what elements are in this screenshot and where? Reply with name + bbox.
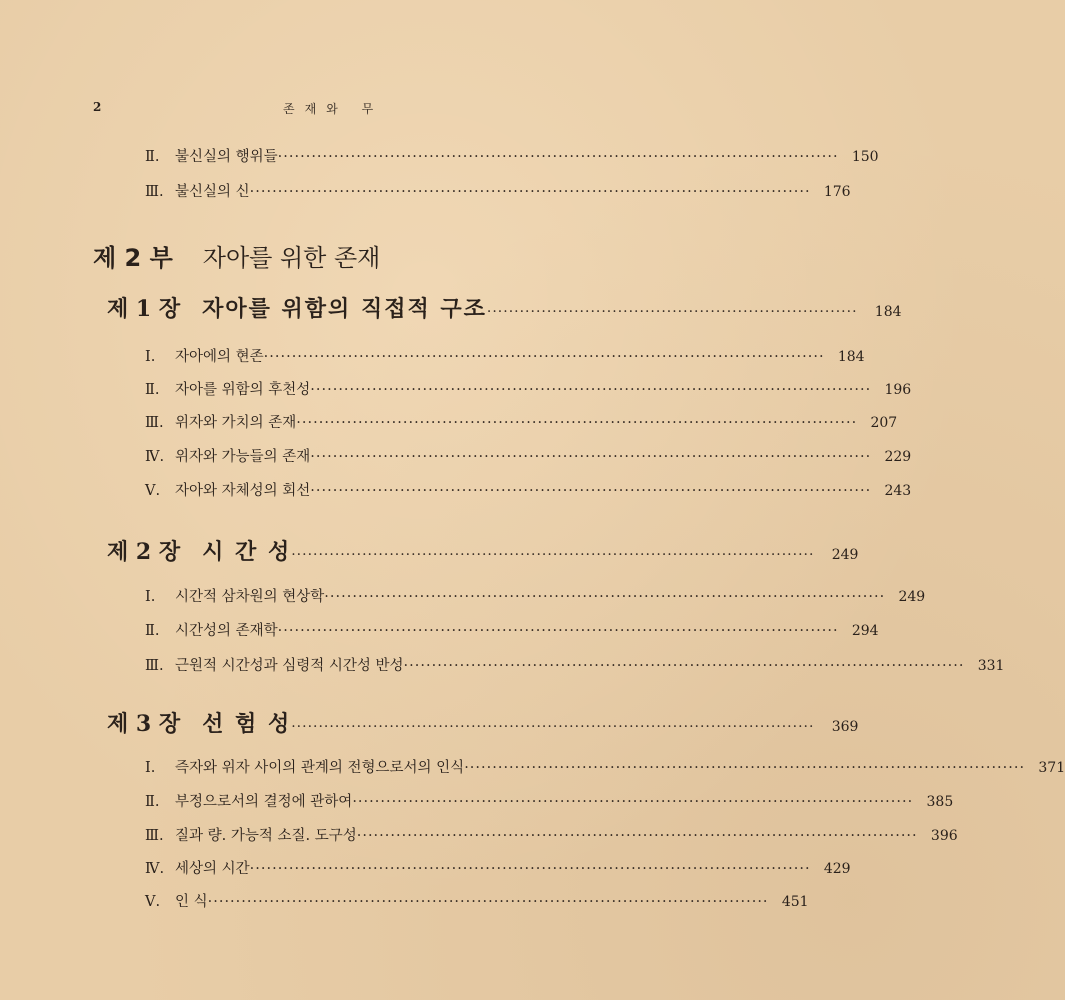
running-title: 존재와 무: [283, 102, 384, 116]
entry-number: Ⅱ.: [145, 382, 160, 398]
toc-entry: [145, 654, 1005, 675]
toc-entry: [145, 345, 865, 366]
toc-entry: [145, 145, 879, 166]
entry-number: Ⅲ.: [145, 658, 164, 674]
entry-page: 184: [837, 349, 865, 365]
entry-label: 불신실의 행위들: [175, 149, 278, 165]
entry-label: 세상의 시간: [175, 861, 250, 877]
entry-number: Ⅳ.: [145, 449, 165, 465]
toc-entry: [145, 479, 912, 500]
entry-label: 위자와 가능들의 존재: [175, 449, 311, 465]
dot-leader: ····································································································: [310, 382, 872, 398]
chapter-heading: [107, 707, 859, 738]
entry-number: Ⅰ.: [145, 589, 156, 605]
entry-label: 시간성의 존재학: [175, 623, 278, 639]
chapter-title: 자아를 위함의 직접적 구조: [202, 296, 487, 322]
entry-page: 207: [870, 415, 898, 431]
entry-page: 396: [930, 828, 958, 844]
entry-page: 331: [977, 658, 1005, 674]
entry-number: Ⅳ.: [145, 861, 165, 877]
entry-number: Ⅲ.: [145, 415, 164, 431]
dot-leader: ····································································································: [352, 794, 914, 810]
entry-page: 243: [884, 483, 912, 499]
dot-leader: ····································································································: [296, 415, 858, 431]
entry-page: 196: [884, 382, 912, 398]
entry-label: 즉자와 위자 사이의 관계의 전형으로서의 인식: [175, 760, 465, 776]
dot-leader: ································································································: [291, 719, 815, 735]
entry-number: Ⅰ.: [145, 760, 156, 776]
chapter-title: 시 간 성: [202, 539, 292, 565]
entry-label: 근원적 시간성과 심령적 시간성 반성: [175, 658, 404, 674]
entry-label: 불신실의 신: [175, 184, 250, 200]
toc-entry: [145, 824, 958, 845]
chapter-page: 369: [831, 719, 859, 735]
entry-label: 자아와 자체성의 회선: [175, 483, 311, 499]
toc-entry: [145, 857, 851, 878]
entry-label: 인 식: [175, 894, 208, 910]
chapter-title: 선 험 성: [202, 711, 292, 737]
dot-leader: ································································································: [291, 547, 815, 563]
entry-label: 부정으로서의 결정에 관하여: [175, 794, 353, 810]
dot-leader: ····································································································: [249, 184, 811, 200]
toc-entry: [145, 180, 851, 201]
dot-leader: ····································································: [486, 304, 858, 320]
dot-leader: ····································································································: [403, 658, 965, 674]
toc-entry: [145, 890, 809, 911]
toc-entry: [145, 445, 912, 466]
chapter-heading: [107, 292, 902, 323]
entry-label: 시간적 삼차원의 현상학: [175, 589, 325, 605]
chapter-number: 제 3 장: [107, 711, 181, 737]
entry-page: 294: [851, 623, 879, 639]
dot-leader: ····································································································: [356, 828, 918, 844]
chapter-page: 184: [874, 304, 902, 320]
entry-number: Ⅲ.: [145, 184, 164, 200]
entry-page: 371: [1038, 760, 1065, 776]
dot-leader: ····································································································: [464, 760, 1026, 776]
chapter-number: 제 2 장: [107, 539, 181, 565]
toc-entry: [145, 378, 912, 399]
toc-entry: [145, 756, 1065, 777]
part-title: 자아를 위한 존재: [202, 244, 381, 272]
entry-page: 385: [926, 794, 954, 810]
entry-number: Ⅰ.: [145, 349, 156, 365]
entry-number: Ⅱ.: [145, 794, 160, 810]
dot-leader: ····································································································: [310, 449, 872, 465]
toc-entry: [145, 790, 954, 811]
toc-entry: [145, 585, 926, 606]
entry-number: Ⅴ.: [145, 894, 161, 910]
dot-leader: ····································································································: [207, 894, 769, 910]
part-heading: [93, 238, 380, 273]
chapter-number: 제 1 장: [107, 296, 181, 322]
page-number: 2: [93, 100, 102, 114]
entry-label: 질과 량. 가능적 소질. 도구성: [175, 828, 357, 844]
entry-label: 위자와 가치의 존재: [175, 415, 297, 431]
entry-label: 자아를 위함의 후천성: [175, 382, 311, 398]
chapter-heading: [107, 535, 859, 566]
dot-leader: ····································································································: [263, 349, 825, 365]
dot-leader: ····································································································: [277, 149, 839, 165]
entry-number: Ⅱ.: [145, 623, 160, 639]
toc-entry: [145, 619, 879, 640]
entry-number: Ⅱ.: [145, 149, 160, 165]
entry-page: 451: [781, 894, 809, 910]
entry-number: Ⅴ.: [145, 483, 161, 499]
chapter-page: 249: [831, 547, 859, 563]
entry-number: Ⅲ.: [145, 828, 164, 844]
part-number: 제 2 부: [93, 244, 173, 272]
dot-leader: ····································································································: [249, 861, 811, 877]
toc-entry: [145, 411, 898, 432]
dot-leader: ····································································································: [277, 623, 839, 639]
page-header: [93, 100, 563, 120]
entry-label: 자아에의 현존: [175, 349, 264, 365]
dot-leader: ····································································································: [324, 589, 886, 605]
entry-page: 176: [823, 184, 851, 200]
entry-page: 429: [823, 861, 851, 877]
entry-page: 249: [898, 589, 926, 605]
entry-page: 150: [851, 149, 879, 165]
entry-page: 229: [884, 449, 912, 465]
dot-leader: ····································································································: [310, 483, 872, 499]
